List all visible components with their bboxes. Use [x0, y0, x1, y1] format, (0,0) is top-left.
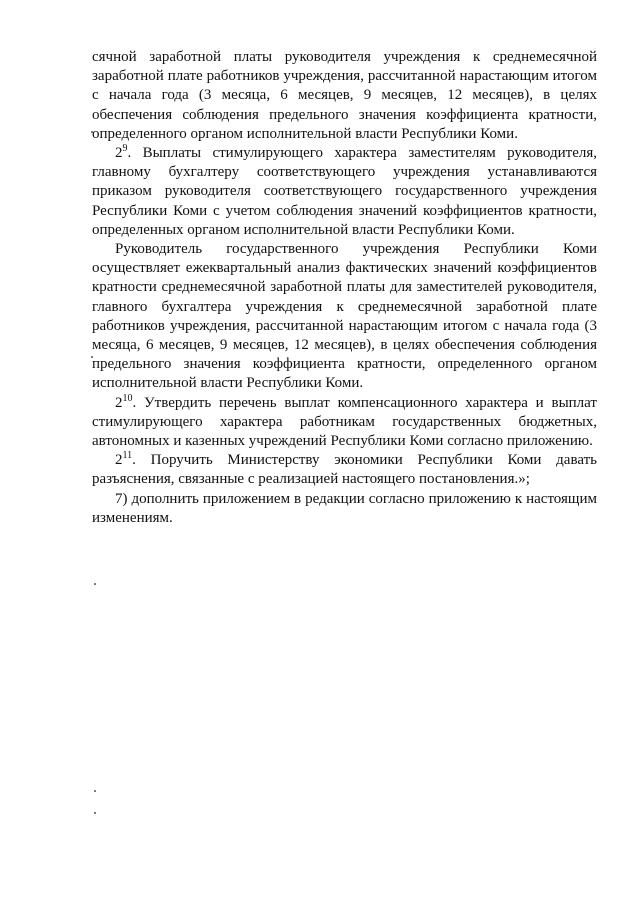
scan-speck: [94, 790, 96, 792]
paragraph-prefix: 2: [115, 452, 123, 469]
paragraph-text: . Поручить Министерству экономики Республики Коми давать разъяснения, связанные с реализацией настоящего постановления.»;: [92, 452, 597, 488]
paragraph-text: . Выплаты стимулирующего характера заместителям руководителя, главному бухгалтеру соответствующего учреждения устанавливаются приказом руководителя соответствующего государственного учреждения Республики Коми с учетом соблюдения значений коэффициентов кратности, определенных органом исполнительной власти Республики Коми.: [92, 145, 597, 238]
scan-speck: [91, 131, 93, 133]
paragraph-2-10: [92, 394, 597, 452]
paragraph-analysis: [92, 240, 597, 394]
paragraph-superscript: 11: [122, 450, 133, 462]
document-page: [92, 48, 597, 528]
scan-speck: [94, 583, 96, 585]
paragraph-item-7: [92, 490, 597, 528]
paragraph-superscript: 10: [122, 392, 133, 404]
paragraph-text: Руководитель государственного учреждения Республики Коми осуществляет ежеквартальный анализ фактических значений коэффициентов кратности среднемесячной заработной платы для заместителей руководителя, главного бухгалтера учреждения к среднемесячной заработной плате работников учреждения, рассчитанной нарастающим итогом с начала года (3 месяца, 6 месяцев, 9 месяцев, 12 месяцев), в целях обеспечения соблюдения предельного значения коэффициента кратности, определенного органом исполнительной власти Республики Коми.: [92, 241, 597, 392]
scan-speck: [91, 356, 93, 358]
paragraph-continuation: [92, 48, 597, 144]
paragraph-2-9: [92, 144, 597, 240]
scan-speck: [94, 812, 96, 814]
paragraph-prefix: 2: [115, 145, 123, 162]
paragraph-2-11: [92, 451, 597, 489]
paragraph-text: сячной заработной платы руководителя учреждения к среднемесячной заработной плате работников учреждения, рассчитанной нарастающим итогом с начала года (3 месяца, 6 месяцев, 9 месяцев, 12 месяцев), в целях обеспечения соблюдения предельного значения коэффициента кратности, определенного органом исполнительной власти Республики Коми.: [92, 49, 597, 142]
paragraph-text: . Утвердить перечень выплат компенсационного характера и выплат стимулирующего характера работникам государственных бюджетных, автономных и казенных учреждений Республики Коми согласно приложению.: [92, 394, 597, 450]
paragraph-superscript: 9: [122, 143, 128, 155]
paragraph-text: 7) дополнить приложением в редакции согласно приложению к настоящим изменениям.: [92, 490, 597, 526]
paragraph-prefix: 2: [115, 394, 123, 411]
